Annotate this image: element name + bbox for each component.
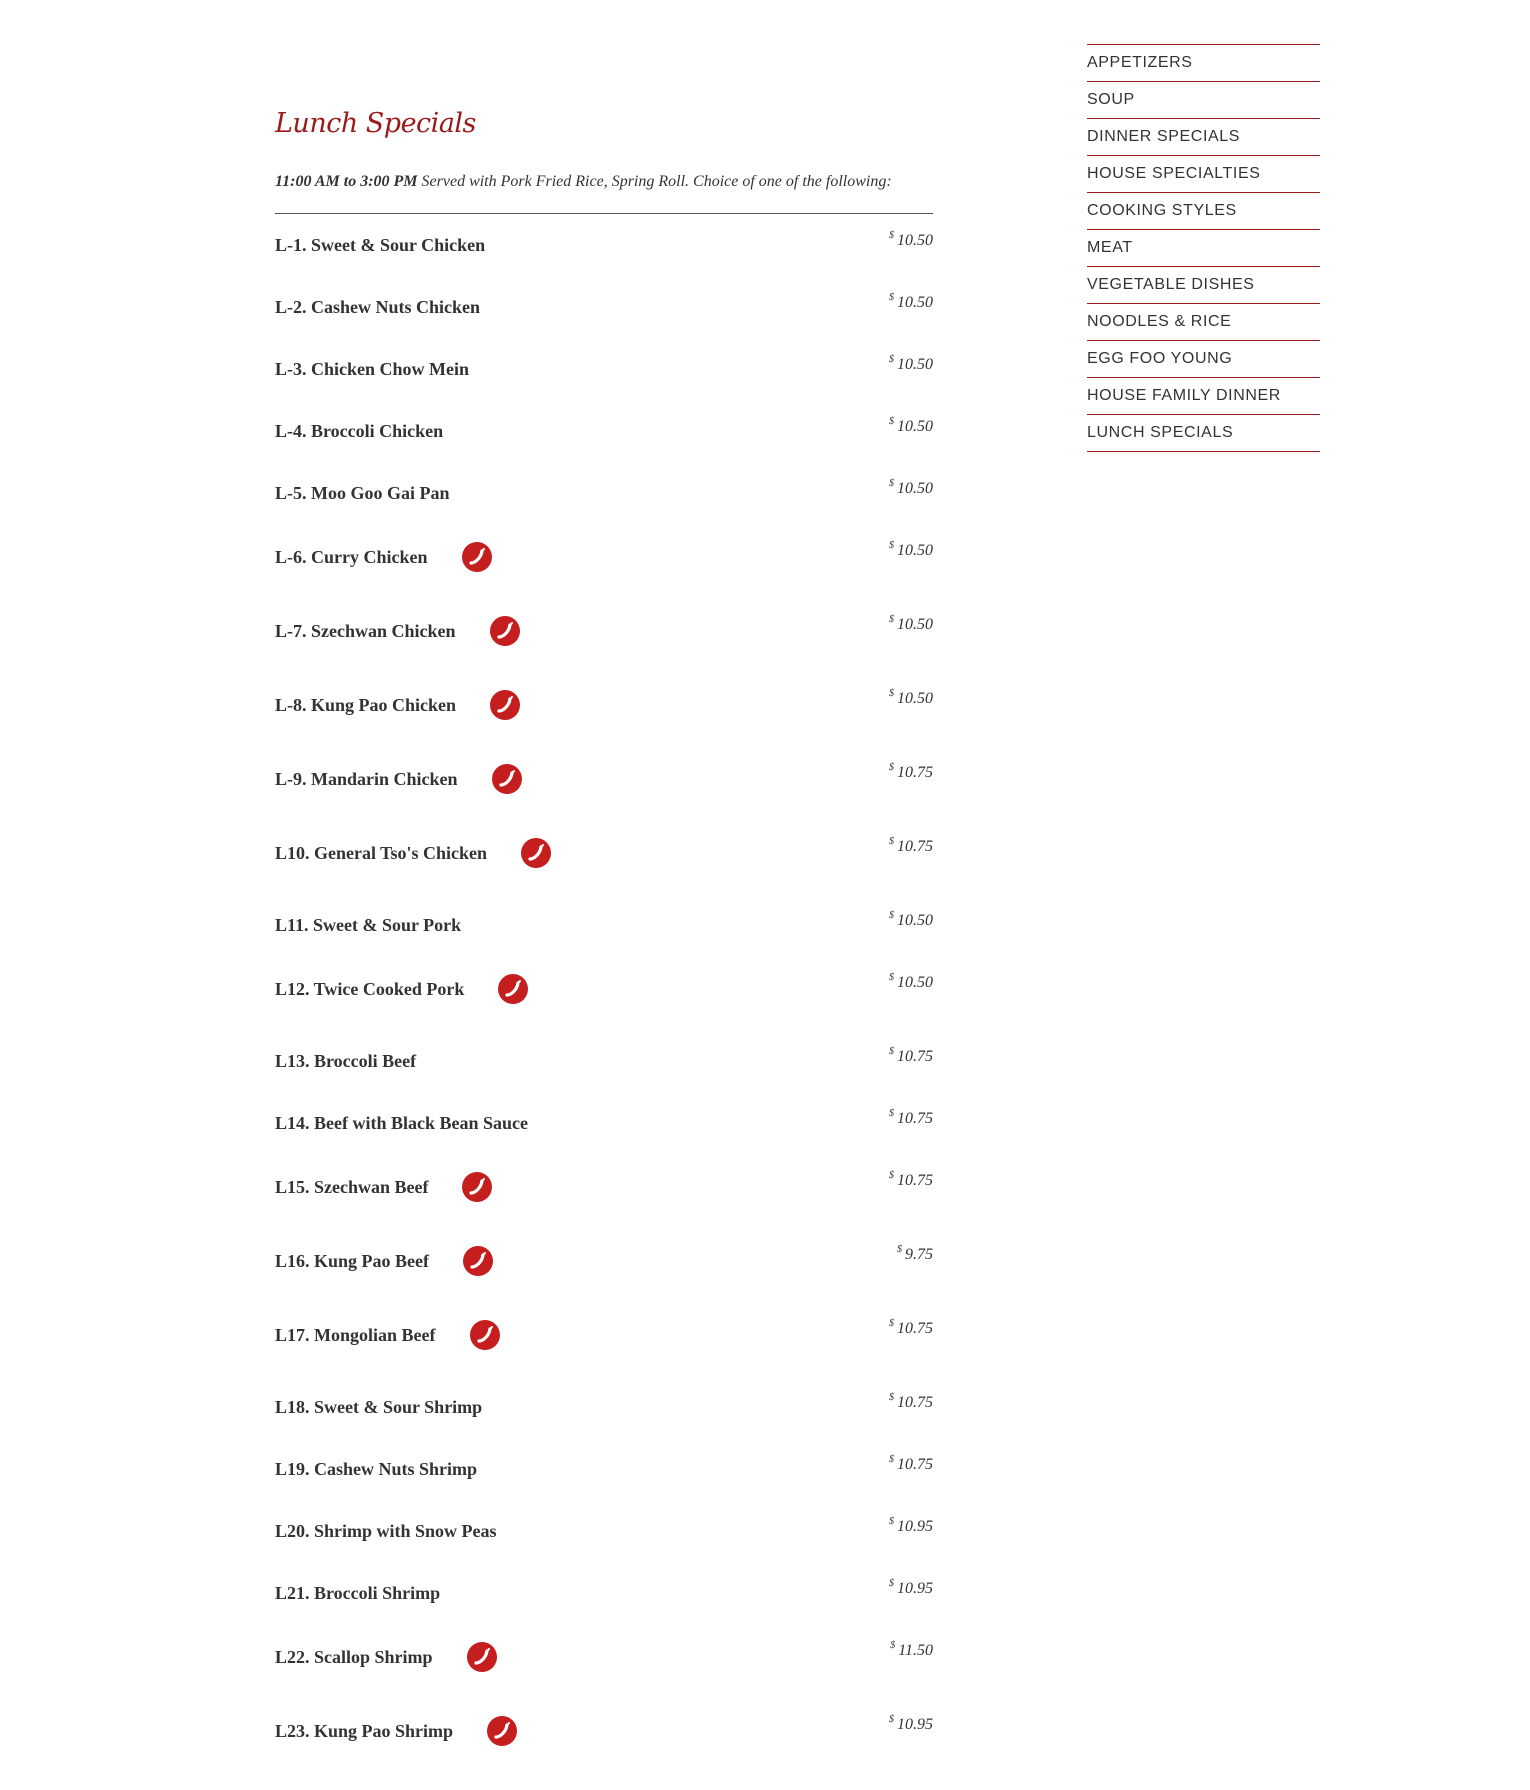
menu-item-name bbox=[275, 1320, 500, 1350]
currency-symbol: $ bbox=[897, 1244, 902, 1255]
menu-item-label: L-4. Broccoli Chicken bbox=[275, 420, 444, 441]
menu-item bbox=[275, 294, 933, 356]
price-value: 10.50 bbox=[897, 294, 933, 311]
currency-symbol: $ bbox=[889, 1714, 894, 1725]
menu-item-price bbox=[889, 974, 933, 992]
menu-item-label: L15. Szechwan Beef bbox=[275, 1176, 429, 1197]
price-value: 10.50 bbox=[897, 690, 933, 707]
price-value: 10.75 bbox=[897, 1172, 933, 1189]
menu-item bbox=[275, 1716, 933, 1790]
price-value: 10.95 bbox=[897, 1518, 933, 1535]
menu-item bbox=[275, 356, 933, 418]
menu-item-label: L18. Sweet & Sour Shrimp bbox=[275, 1396, 483, 1417]
menu-item-name bbox=[275, 838, 551, 868]
nav-item-vegetable-dishes[interactable]: VEGETABLE DISHES bbox=[1087, 266, 1320, 303]
nav-item-noodles-and-rice[interactable]: NOODLES & RICE bbox=[1087, 303, 1320, 340]
serving-hours: 11:00 AM to 3:00 PM bbox=[275, 173, 418, 190]
menu-item-price bbox=[889, 1518, 933, 1536]
menu-item-label: L21. Broccoli Shrimp bbox=[275, 1582, 441, 1603]
menu-item-label: L23. Kung Pao Shrimp bbox=[275, 1720, 454, 1741]
menu-item bbox=[275, 1456, 933, 1518]
menu-item-label: L19. Cashew Nuts Shrimp bbox=[275, 1458, 478, 1479]
menu-item bbox=[275, 232, 933, 294]
menu-item bbox=[275, 1394, 933, 1456]
currency-symbol: $ bbox=[889, 1454, 894, 1465]
price-value: 10.50 bbox=[897, 480, 933, 497]
currency-symbol: $ bbox=[889, 762, 894, 773]
menu-item-name bbox=[275, 1716, 517, 1746]
menu-item bbox=[275, 1642, 933, 1716]
chili-pepper-icon bbox=[498, 974, 528, 1004]
chili-pepper-icon bbox=[492, 764, 522, 794]
price-value: 10.50 bbox=[897, 912, 933, 929]
currency-symbol: $ bbox=[889, 1318, 894, 1329]
currency-symbol: $ bbox=[889, 1392, 894, 1403]
currency-symbol: $ bbox=[889, 1170, 894, 1181]
menu-item-label: L22. Scallop Shrimp bbox=[275, 1646, 433, 1667]
nav-item-soup[interactable]: SOUP bbox=[1087, 81, 1320, 118]
chili-pepper-icon bbox=[490, 690, 520, 720]
menu-item-label: L-9. Mandarin Chicken bbox=[275, 768, 458, 789]
menu-item bbox=[275, 1580, 933, 1642]
menu-item-name bbox=[275, 1172, 492, 1202]
menu-item-name bbox=[275, 1642, 497, 1672]
menu-item-label: L13. Broccoli Beef bbox=[275, 1050, 417, 1071]
menu-item-name bbox=[275, 1520, 497, 1542]
menu-item bbox=[275, 1048, 933, 1110]
menu-item-price bbox=[889, 1394, 933, 1412]
menu-description: Served with Pork Fried Rice, Spring Roll. Choice of one of the following: bbox=[421, 173, 892, 190]
nav-item-house-specialties[interactable]: HOUSE SPECIALTIES bbox=[1087, 155, 1320, 192]
price-value: 10.50 bbox=[897, 356, 933, 373]
menu-item-price bbox=[889, 480, 933, 498]
menu-item-price bbox=[889, 418, 933, 436]
menu-item bbox=[275, 690, 933, 764]
menu-item-label: L11. Sweet & Sour Pork bbox=[275, 914, 462, 935]
chili-pepper-icon bbox=[463, 1246, 493, 1276]
menu-item-price bbox=[889, 356, 933, 374]
chili-pepper-icon bbox=[470, 1320, 500, 1350]
menu-item-label: L-5. Moo Goo Gai Pan bbox=[275, 482, 450, 503]
menu-item-label: L17. Mongolian Beef bbox=[275, 1324, 436, 1345]
currency-symbol: $ bbox=[889, 230, 894, 241]
price-value: 10.75 bbox=[897, 838, 933, 855]
price-value: 10.75 bbox=[897, 1394, 933, 1411]
menu-item-price bbox=[897, 1246, 933, 1264]
currency-symbol: $ bbox=[889, 478, 894, 489]
menu-item-name bbox=[275, 1458, 477, 1480]
menu-item-price bbox=[889, 838, 933, 856]
menu-item-name bbox=[275, 1050, 416, 1072]
price-value: 10.50 bbox=[897, 974, 933, 991]
menu-item-label: L12. Twice Cooked Pork bbox=[275, 978, 465, 999]
menu-item bbox=[275, 542, 933, 616]
currency-symbol: $ bbox=[889, 836, 894, 847]
nav-item-meat[interactable]: MEAT bbox=[1087, 229, 1320, 266]
price-value: 10.50 bbox=[897, 418, 933, 435]
menu-item bbox=[275, 974, 933, 1048]
chili-pepper-icon bbox=[521, 838, 551, 868]
menu-item-price bbox=[889, 1110, 933, 1128]
chili-pepper-icon bbox=[462, 1172, 492, 1202]
currency-symbol: $ bbox=[889, 292, 894, 303]
menu-item-price bbox=[889, 764, 933, 782]
menu-item-name bbox=[275, 482, 450, 504]
nav-item-lunch-specials[interactable]: LUNCH SPECIALS bbox=[1087, 414, 1320, 452]
currency-symbol: $ bbox=[889, 614, 894, 625]
currency-symbol: $ bbox=[889, 540, 894, 551]
menu-item-name bbox=[275, 296, 480, 318]
menu-item-name bbox=[275, 616, 520, 646]
menu-item-price bbox=[889, 1320, 933, 1338]
menu-item-name bbox=[275, 690, 520, 720]
menu-item-label: L16. Kung Pao Beef bbox=[275, 1250, 430, 1271]
divider bbox=[275, 213, 933, 214]
price-value: 10.95 bbox=[897, 1716, 933, 1733]
menu-item-name bbox=[275, 420, 443, 442]
nav-item-dinner-specials[interactable]: DINNER SPECIALS bbox=[1087, 118, 1320, 155]
menu-item bbox=[275, 480, 933, 542]
menu-item bbox=[275, 616, 933, 690]
chili-pepper-icon bbox=[462, 542, 492, 572]
menu-items-list bbox=[275, 232, 933, 1790]
price-value: 9.75 bbox=[905, 1246, 933, 1263]
menu-item-name bbox=[275, 358, 469, 380]
menu-item-price bbox=[889, 1048, 933, 1066]
chili-pepper-icon bbox=[487, 1716, 517, 1746]
menu-item-price bbox=[890, 1642, 933, 1660]
nav-item-appetizers[interactable]: APPETIZERS bbox=[1087, 44, 1320, 81]
menu-item bbox=[275, 1246, 933, 1320]
menu-item-price bbox=[889, 912, 933, 930]
menu-item-name bbox=[275, 1112, 528, 1134]
price-value: 10.75 bbox=[897, 1456, 933, 1473]
price-value: 10.95 bbox=[897, 1580, 933, 1597]
chili-pepper-icon bbox=[490, 616, 520, 646]
currency-symbol: $ bbox=[890, 1640, 896, 1651]
price-value: 10.75 bbox=[897, 1320, 933, 1337]
menu-item bbox=[275, 1518, 933, 1580]
currency-symbol: $ bbox=[889, 910, 894, 921]
currency-symbol: $ bbox=[889, 1578, 894, 1589]
menu-item-label: L-8. Kung Pao Chicken bbox=[275, 694, 457, 715]
currency-symbol: $ bbox=[889, 1516, 894, 1527]
menu-item-price bbox=[889, 232, 933, 250]
menu-item bbox=[275, 764, 933, 838]
currency-symbol: $ bbox=[889, 1108, 894, 1119]
menu-item-label: L-2. Cashew Nuts Chicken bbox=[275, 296, 481, 317]
currency-symbol: $ bbox=[889, 972, 894, 983]
menu-item-price bbox=[889, 1172, 933, 1190]
price-value: 10.50 bbox=[897, 542, 933, 559]
menu-item bbox=[275, 1110, 933, 1172]
menu-item bbox=[275, 1320, 933, 1394]
menu-item-label: L-7. Szechwan Chicken bbox=[275, 620, 456, 641]
menu-item-name bbox=[275, 1396, 482, 1418]
chili-pepper-icon bbox=[467, 1642, 497, 1672]
menu-item-price bbox=[889, 1580, 933, 1598]
currency-symbol: $ bbox=[889, 688, 894, 699]
menu-subtitle bbox=[275, 173, 933, 191]
menu-item-price bbox=[889, 1716, 933, 1734]
price-value: 10.50 bbox=[897, 232, 933, 249]
menu-item-label: L-6. Curry Chicken bbox=[275, 546, 428, 567]
nav-item-egg-foo-young[interactable]: EGG FOO YOUNG bbox=[1087, 340, 1320, 377]
menu-item-name bbox=[275, 914, 461, 936]
menu-item bbox=[275, 1172, 933, 1246]
menu-item bbox=[275, 838, 933, 912]
price-value: 10.75 bbox=[897, 764, 933, 781]
menu-item-label: L10. General Tso's Chicken bbox=[275, 842, 488, 863]
category-nav bbox=[1087, 44, 1320, 452]
menu-item-label: L20. Shrimp with Snow Peas bbox=[275, 1520, 497, 1541]
currency-symbol: $ bbox=[889, 1046, 894, 1057]
menu-item-name bbox=[275, 234, 485, 256]
menu-item bbox=[275, 912, 933, 974]
menu-item-price bbox=[889, 616, 933, 634]
menu-item-price bbox=[889, 294, 933, 312]
menu-item-name bbox=[275, 1582, 440, 1604]
currency-symbol: $ bbox=[889, 416, 894, 427]
price-value: 11.50 bbox=[898, 1642, 933, 1659]
currency-symbol: $ bbox=[889, 354, 894, 365]
menu-item-price bbox=[889, 690, 933, 708]
menu-item-label: L-1. Sweet & Sour Chicken bbox=[275, 234, 486, 255]
menu-item-name bbox=[275, 1246, 493, 1276]
menu-item-name bbox=[275, 542, 492, 572]
menu-item-price bbox=[889, 1456, 933, 1474]
menu-item bbox=[275, 418, 933, 480]
price-value: 10.75 bbox=[897, 1048, 933, 1065]
menu-item-label: L-3. Chicken Chow Mein bbox=[275, 358, 470, 379]
price-value: 10.50 bbox=[897, 616, 933, 633]
nav-item-house-family-dinner[interactable]: HOUSE FAMILY DINNER bbox=[1087, 377, 1320, 414]
menu-item-name bbox=[275, 764, 522, 794]
menu-item-price bbox=[889, 542, 933, 560]
menu-item-name bbox=[275, 974, 528, 1004]
nav-item-cooking-styles[interactable]: COOKING STYLES bbox=[1087, 192, 1320, 229]
price-value: 10.75 bbox=[897, 1110, 933, 1127]
page-title: Lunch Specials bbox=[275, 108, 476, 139]
menu-item-label: L14. Beef with Black Bean Sauce bbox=[275, 1112, 529, 1133]
